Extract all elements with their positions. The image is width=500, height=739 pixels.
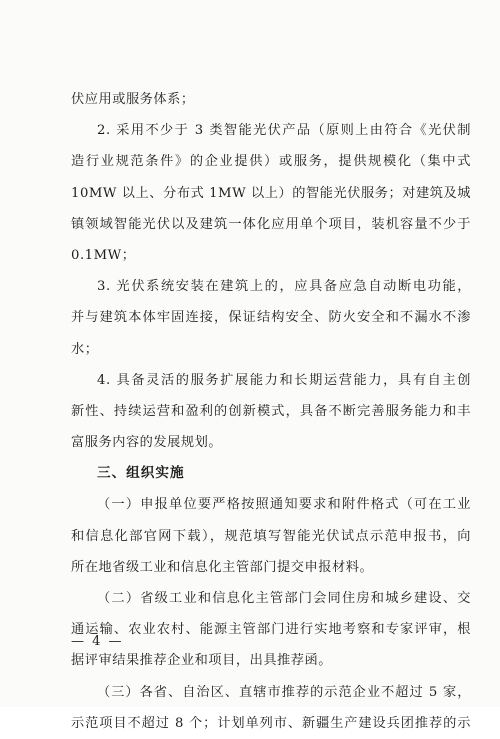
text-line: 镇领域智能光伏以及建筑一体化应用单个项目，装机容量不少于 bbox=[71, 216, 471, 232]
text-line: 3. 光伏系统安装在建筑上的，应具备应急自动断电功能， bbox=[97, 279, 471, 295]
section-heading: 三、组织实施 bbox=[97, 465, 185, 482]
text-line: 示范项目不超过 8 个；计划单列市、新疆生产建设兵团推荐的示 bbox=[71, 715, 471, 731]
text-line: 伏应用或服务体系； bbox=[71, 92, 195, 107]
text-line: 4. 具备灵活的服务扩展能力和长期运营能力，具有自主创 bbox=[97, 372, 471, 388]
text-line: 0.1MW； bbox=[71, 247, 136, 263]
text-line: 据评审结果推荐企业和项目，出具推荐函。 bbox=[71, 653, 333, 669]
text-line: 10MW 以上、分布式 1MW 以上）的智能光伏服务；对建筑及城 bbox=[71, 185, 471, 201]
text-line: （一）申报单位要严格按照通知要求和附件格式（可在工业 bbox=[97, 497, 471, 513]
text-line: 和信息化部官网下载），规范填写智能光伏试点示范申报书，向 bbox=[71, 528, 471, 544]
text-line: （二）省级工业和信息化主管部门会同住房和城乡建设、交 bbox=[97, 591, 471, 606]
text-line: 并与建筑本体牢固连接，保证结构安全、防火安全和不漏水不渗 bbox=[71, 310, 471, 326]
text-line: 2. 采用不少于 3 类智能光伏产品（原则上由符合《光伏制 bbox=[97, 123, 471, 139]
text-line: 造行业规范条件》的企业提供）或服务，提供规模化（集中式 bbox=[71, 154, 471, 170]
text-line: 水； bbox=[71, 341, 99, 357]
text-line: 所在地省级工业和信息化主管部门提交申报材料。 bbox=[71, 559, 374, 575]
text-line: （三）各省、自治区、直辖市推荐的示范企业不超过 5 家， bbox=[97, 684, 471, 700]
text-line: 新性、持续运营和盈利的创新模式，具备不断完善服务能力和丰 bbox=[71, 403, 471, 419]
text-line: 富服务内容的发展规划。 bbox=[71, 435, 223, 451]
text-line: 通运输、农业农村、能源主管部门进行实地考察和专家评审，根 bbox=[71, 622, 471, 638]
page-number: — 4 — bbox=[71, 634, 124, 649]
